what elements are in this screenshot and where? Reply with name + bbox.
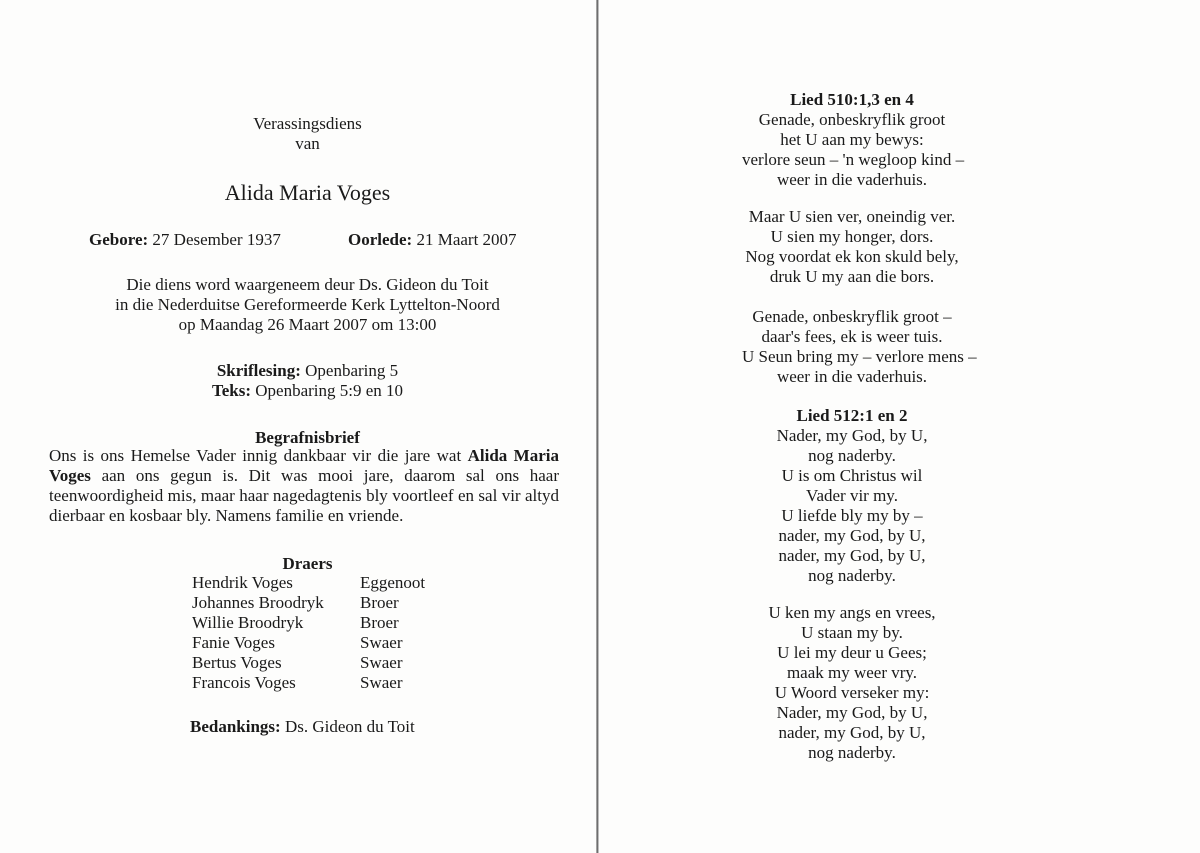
- hymn-line: U is om Christus wil: [781, 466, 923, 485]
- hymn-line: nader, my God, by U,: [778, 723, 926, 742]
- hymn-512-verse-2-block: [742, 603, 962, 763]
- service-of: van: [295, 134, 320, 153]
- bearer-name: Francois Voges: [192, 673, 296, 692]
- hymn-line: het U aan my bewys:: [780, 130, 924, 149]
- service-info: [0, 275, 615, 335]
- hymn-line: nog naderby.: [808, 743, 896, 762]
- hymn-line: U ken my angs en vrees,: [768, 603, 936, 622]
- hymn-line: U Seun bring my – verlore mens –: [742, 347, 977, 366]
- text-label: Teks:: [211, 381, 252, 400]
- hymn-line: daar's fees, ek is weer tuis.: [761, 327, 943, 346]
- hymn-line: Vader vir my.: [806, 486, 898, 505]
- hymn-510-verse-2: [742, 207, 962, 287]
- scripture-line: [0, 361, 615, 381]
- hymn-line: U staan my by.: [801, 623, 903, 642]
- hymn-line: weer in die vaderhuis.: [776, 170, 928, 189]
- bearer-relation: Eggenoot: [360, 573, 426, 592]
- deceased-name: Alida Maria Voges: [224, 180, 391, 205]
- hymn-512-verse-2: [742, 603, 962, 763]
- thanks: [190, 717, 415, 737]
- bearer-row: [192, 573, 425, 593]
- letter-part-2: aan ons gegun is. Dit was mooi jare, daarom sal ons haar teenwoordigheid mis, maar haar nagedagtenis bly voortleef en sal vir altyd dierbaar en kosbaar bly. Namens familie en vriende.: [49, 466, 559, 525]
- text-value: Openbaring 5:9 en 10: [255, 381, 404, 400]
- hymn-510: [742, 90, 965, 190]
- hymn-512: [742, 406, 962, 586]
- hymn-line: U lei my deur u Gees;: [777, 643, 927, 662]
- bearer-row: [192, 613, 425, 633]
- bearer-relation: Swaer: [360, 633, 403, 652]
- bearer-name: Bertus Voges: [192, 653, 282, 672]
- born-date: [89, 230, 281, 250]
- bearer-name: Willie Broodryk: [192, 613, 304, 632]
- born-value: 27 Desember 1937: [152, 230, 281, 249]
- hymn-512-title: Lied 512:1 en 2: [796, 406, 908, 425]
- service-heading: [0, 114, 615, 154]
- scripture-reading: [0, 361, 615, 401]
- bearers-list: [192, 573, 425, 693]
- info-line-3: op Maandag 26 Maart 2007 om 13:00: [178, 315, 437, 334]
- hymn-line: Genade, onbeskryflik groot –: [752, 307, 952, 326]
- burial-letter-title: Begrafnisbrief: [255, 428, 360, 447]
- died-value: 21 Maart 2007: [416, 230, 517, 249]
- hymn-line: maak my weer vry.: [786, 663, 918, 682]
- hymn-line: Nader, my God, by U,: [776, 426, 928, 445]
- bearer-name: Fanie Voges: [192, 633, 275, 652]
- hymn-line: U liefde bly my by –: [781, 506, 923, 525]
- bearer-row: [192, 653, 425, 673]
- thanks-label: Bedankings:: [190, 717, 281, 736]
- hymn-line: Nog voordat ek kon skuld bely,: [745, 247, 959, 266]
- hymn-line: Maar U sien ver, oneindig ver.: [748, 207, 956, 226]
- hymn-line: U Woord verseker my:: [774, 683, 930, 702]
- hymn-line: verlore seun – 'n wegloop kind –: [742, 150, 965, 169]
- hymn-line: weer in die vaderhuis.: [776, 367, 928, 386]
- hymn-line: nog naderby.: [808, 566, 896, 585]
- service-title: Verassingsdiens: [253, 114, 362, 133]
- bearer-name: Hendrik Voges: [192, 573, 293, 592]
- burial-letter-body: [49, 446, 559, 526]
- bearer-name: Johannes Broodryk: [192, 593, 324, 612]
- hymn-line: nog naderby.: [808, 446, 896, 465]
- hymn-510-title: Lied 510:1,3 en 4: [790, 90, 914, 109]
- bearer-row: [192, 633, 425, 653]
- text-line: [0, 381, 615, 401]
- scripture-label: Skriflesing:: [216, 361, 301, 380]
- hymn-line: druk U my aan die bors.: [769, 267, 935, 286]
- hymn-line: nader, my God, by U,: [778, 526, 926, 545]
- hymn-510-verse-3: [742, 307, 977, 387]
- bearer-relation: Broer: [360, 593, 399, 612]
- born-label: Gebore:: [89, 230, 149, 249]
- died-label: Oorlede:: [348, 230, 413, 249]
- info-line-1: Die diens word waargeneem deur Ds. Gideon du Toit: [126, 275, 489, 294]
- hymn-510-verse-1: [742, 110, 965, 190]
- hymn-512-verse-1: [742, 426, 962, 586]
- bearers-title: Draers: [282, 554, 333, 573]
- info-line-2: in die Nederduitse Gereformeerde Kerk Lyttelton-Noord: [115, 295, 500, 314]
- hymn-line: Genade, onbeskryflik groot: [758, 110, 946, 129]
- hymn-510-verse-2-block: [742, 207, 962, 287]
- hymn-line: U sien my honger, dors.: [770, 227, 934, 246]
- bearer-row: [192, 593, 425, 613]
- thanks-value: Ds. Gideon du Toit: [284, 717, 415, 736]
- died-date: [348, 230, 517, 250]
- letter-name: Alida Maria Voges: [49, 446, 559, 485]
- scripture-value: Openbaring 5: [305, 361, 399, 380]
- bearer-relation: Swaer: [360, 673, 403, 692]
- hymn-line: Nader, my God, by U,: [776, 703, 928, 722]
- left-page: [0, 0, 597, 853]
- bearer-relation: Broer: [360, 613, 399, 632]
- hymn-line: nader, my God, by U,: [778, 546, 926, 565]
- bearer-row: [192, 673, 425, 693]
- bearer-relation: Swaer: [360, 653, 403, 672]
- hymn-510-verse-3-block: [742, 307, 977, 387]
- letter-part-1: Ons is ons Hemelse Vader innig dankbaar vir die jare wat: [49, 446, 468, 465]
